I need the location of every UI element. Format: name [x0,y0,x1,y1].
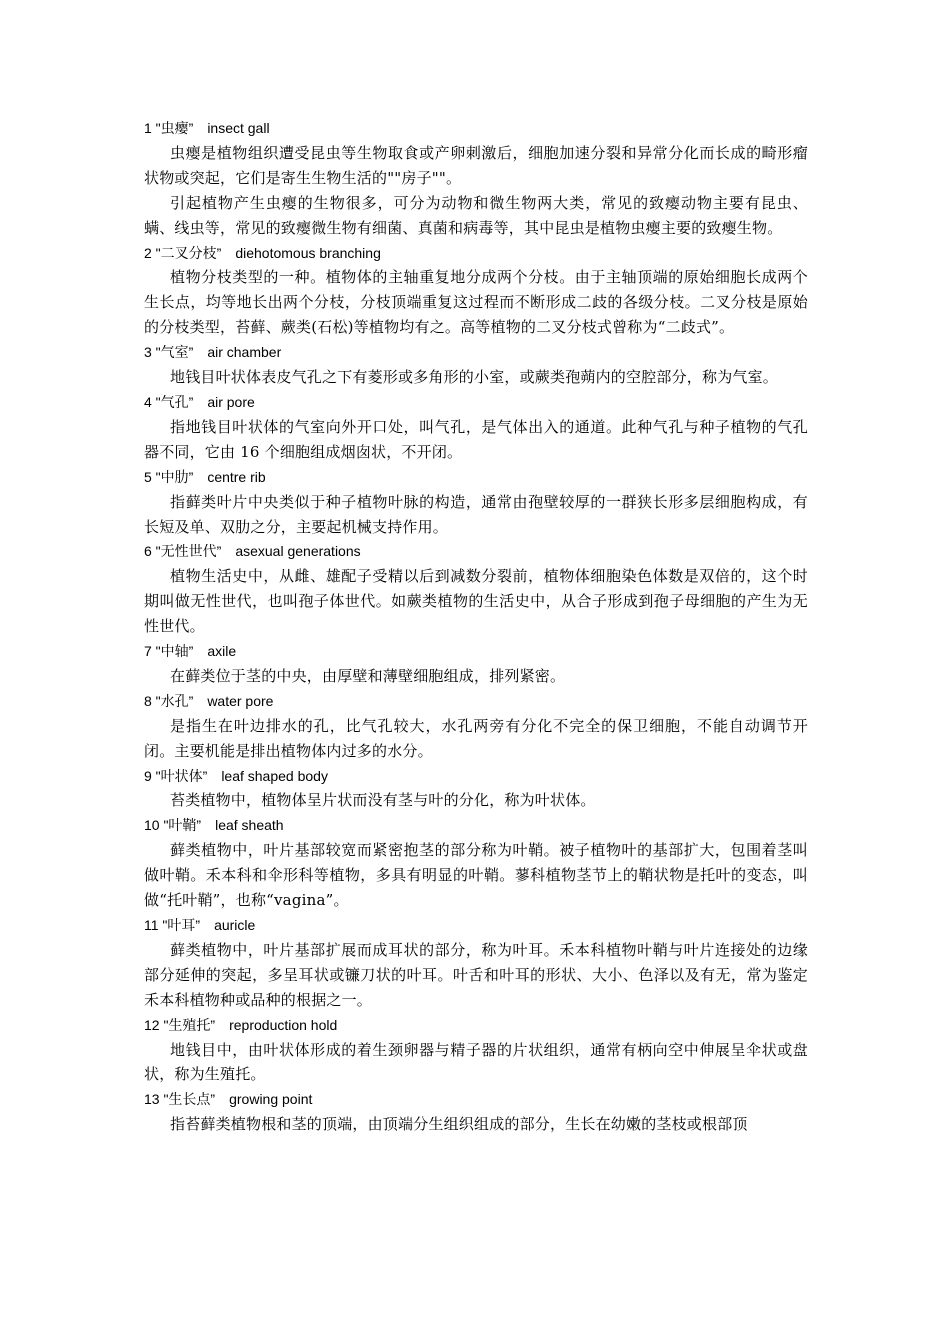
entry-heading [144,764,808,789]
entry-term: 13 "生长点” [144,1091,216,1108]
entry-heading [144,116,808,141]
entry-english-term: axile [207,643,237,660]
entry-english-term: insect gall [207,120,270,136]
entry-heading [144,689,808,714]
entry-english-term: water pore [207,692,274,709]
entry-heading [144,390,808,415]
entry-term: 5 "中肋” [144,468,194,485]
entry-definition: 植物生活史中，从雌、雄配子受精以后到减数分裂前，植物体细胞染色体数是双倍的，这个时期叫做无性世代，也叫孢子体世代。如蕨类植物的生活史中，从合子形成到孢子母细胞的产生为无性世代。 [144,567,808,636]
entry-english-term: reproduction hold [229,1016,338,1033]
entry-heading [144,539,808,564]
glossary-content [144,116,808,1137]
entry-heading [144,639,808,664]
entry-english-term: centre rib [207,468,266,485]
entry-definition: 苔类植物中，植物体呈片状而没有茎与叶的分化，称为叶状体。 [170,791,596,810]
entry-term: 11 "叶耳” [144,917,201,933]
entry-heading [144,1013,808,1038]
entry-heading [144,1087,808,1112]
entry-heading [144,465,808,490]
entry-term: 9 "叶状体” [144,767,208,784]
entry-heading [144,340,808,365]
entry-definition: 植物分枝类型的一种。植物体的主轴重复地分成两个分枝。由于主轴顶端的原始细胞长成两个生长点，均等地长出两个分枝，分枝顶端重复这过程而不断形成二歧的各级分枝。二叉分枝是原始的分枝类型，苔藓、蕨类(石松)等植物均有之。高等植物的二叉分枝式曾称为“二歧式”。 [144,268,808,337]
entry-english-term: asexual generations [235,543,361,560]
entry-term: 8 "水孔” [144,692,194,709]
entry-term: 6 "无性世代” [144,543,222,560]
entry-heading [144,813,808,838]
entry-english-term: diehotomous branching [235,244,381,261]
entry-definition: 指地钱目叶状体的气室向外开口处，叫气孔，是气体出入的通道。此种气孔与种子植物的气孔器不同，它由 16 个细胞组成烟囱状，不开闭。 [144,417,808,461]
entry-heading [144,913,808,938]
entry-definition: 藓类植物中，叶片基部扩展而成耳状的部分，称为叶耳。禾本科植物叶鞘与叶片连接处的边缘部分延伸的突起，多呈耳状或镰刀状的叶耳。叶舌和叶耳的形状、大小、色泽以及有无，常为鉴定禾本科植物种或品种的根据之一。 [144,940,808,1009]
entry-definition: 在藓类位于茎的中央，由厚壁和薄壁细胞组成，排列紧密。 [170,666,566,685]
entry-term: 12 "生殖托” [144,1016,216,1033]
entry-term: 3 "气室” [144,344,194,361]
entry-definition: 藓类植物中，叶片基部较宽而紧密抱茎的部分称为叶鞘。被子植物叶的基部扩大，包围着茎叫做叶鞘。禾本科和伞形科等植物，多具有明显的叶鞘。蓼科植物茎节上的鞘状物是托叶的变态，叫做“托叶鞘”，也称“vagina”。 [144,841,808,910]
entry-term: 7 "中轴” [144,643,194,660]
entry-heading [144,241,808,266]
entry-english-term: leaf shaped body [221,767,328,784]
entry-english-term: air pore [207,393,255,410]
entry-english-term: leaf sheath [215,817,284,834]
entry-english-term: auricle [214,917,256,933]
entry-english-term: growing point [229,1091,313,1108]
entry-term: 2 "二叉分枝” [144,244,222,261]
entry-definition: 引起植物产生虫瘿的生物很多，可分为动物和微生物两大类，常见的致瘿动物主要有昆虫、螨、线虫等，常见的致瘿微生物有细菌、真菌和病毒等，其中昆虫是植物虫瘿主要的致瘿生物。 [144,193,808,237]
entry-term: 4 "气孔” [144,393,194,410]
entry-definition: 地钱目中，由叶状体形成的着生颈卵器与精子器的片状组织，通常有柄向空中伸展呈伞状或盘状，称为生殖托。 [144,1040,808,1084]
entry-english-term: air chamber [207,344,282,361]
entry-term: 1 "虫瘿” [144,120,194,136]
entry-definition: 指藓类叶片中央类似于种子植物叶脉的构造，通常由孢壁较厚的一群狭长形多层细胞构成，有长短及单、双肋之分，主要起机械支持作用。 [144,492,808,536]
entry-definition: 虫瘿是植物组织遭受昆虫等生物取食或产卵刺激后，细胞加速分裂和异常分化而长成的畸形瘤状物或突起，它们是寄生生物生活的""房子""。 [144,143,808,187]
entry-term: 10 "叶鞘” [144,817,202,834]
entry-definition: 指苔藓类植物根和茎的顶端，由顶端分生组织组成的部分，生长在幼嫩的茎枝或根部顶 [170,1115,748,1134]
entry-definition: 地钱目叶状体表皮气孔之下有菱形或多角形的小室，或蕨类孢蒴内的空腔部分，称为气室。 [170,368,779,387]
entry-definition: 是指生在叶边排水的孔，比气孔较大，水孔两旁有分化不完全的保卫细胞，不能自动调节开闭。主要机能是排出植物体内过多的水分。 [144,716,808,760]
